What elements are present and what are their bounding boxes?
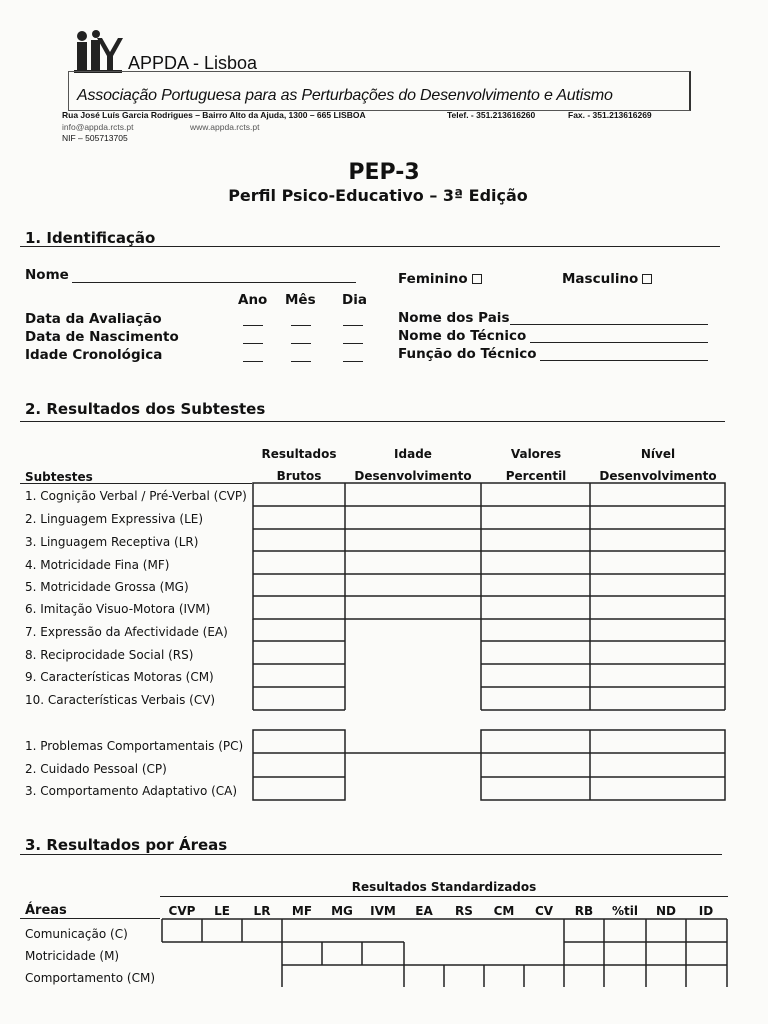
col-idade-desenv-2: Desenvolvimento (354, 469, 472, 483)
address: Rua José Luís Garcia Rodrigues – Bairro Alto da Ajuda, 1300 – 665 LISBOA (62, 110, 366, 120)
area-col-header: RS (455, 904, 473, 918)
report-label: 3. Comportamento Adaptativo (CA) (25, 784, 238, 798)
area-col-header: RB (574, 904, 594, 918)
masculino-label: Masculino (562, 271, 639, 287)
nome-tecnico-label: Nome do Técnico (398, 328, 527, 344)
area-col-header: MG (331, 904, 353, 918)
org-name: APPDA - Lisboa (128, 53, 258, 73)
association-name: Associação Portuguesa para as Perturbações do Desenvolvimento e Autismo (77, 87, 613, 104)
area-col-header: CV (534, 904, 554, 918)
col-percentil-2: Percentil (505, 469, 567, 483)
nome-label: Nome (25, 267, 69, 283)
dia-header: Dia (342, 292, 367, 308)
area-row-label: Comportamento (CM) (25, 971, 155, 985)
section-areas-heading: 3. Resultados por Áreas (25, 836, 228, 854)
email: info@appda.rcts.pt (62, 122, 134, 132)
report-label: 2. Cuidado Pessoal (CP) (25, 762, 167, 776)
subtest-label: 6. Imitação Visuo-Motora (IVM) (25, 602, 211, 616)
subtest-label: 10. Características Verbais (CV) (25, 693, 216, 707)
col-percentil-1: Valores (510, 447, 562, 461)
area-col-header: MF (291, 904, 313, 918)
idade-cronologica-label: Idade Cronológica (25, 347, 163, 363)
area-row-label: Comunicação (C) (25, 927, 128, 941)
subtest-label: 3. Linguagem Receptiva (LR) (25, 535, 199, 549)
col-idade-desenv-1: Idade (394, 447, 432, 461)
area-col-header: LE (214, 904, 230, 918)
section-identificacao-heading: 1. Identificação (25, 229, 156, 247)
data-avaliacao-label: Data da Avaliação (25, 311, 162, 327)
subtest-label: 5. Motricidade Grossa (MG) (25, 580, 189, 594)
subtest-label: 8. Reciprocidade Social (RS) (25, 648, 194, 662)
nif: NIF – 505713705 (62, 133, 128, 143)
area-col-header: IVM (370, 904, 396, 918)
area-col-header: CM (493, 904, 515, 918)
data-nascimento-label: Data de Nascimento (25, 329, 179, 345)
subtest-label: 9. Características Motoras (CM) (25, 670, 214, 684)
area-col-header: ND (655, 904, 676, 918)
phone: Telef. - 351.213616260 (447, 110, 536, 120)
subtest-label: 7. Expressão da Afectividade (EA) (25, 625, 228, 639)
nome-pais-label: Nome dos Pais (398, 310, 510, 326)
report-label: 1. Problemas Comportamentais (PC) (25, 739, 244, 753)
area-col-header: CVP (168, 904, 196, 918)
ano-header: Ano (238, 292, 268, 308)
subtest-label: 1. Cognição Verbal / Pré-Verbal (CVP) (25, 489, 247, 503)
subtest-label: 4. Motricidade Fina (MF) (25, 558, 170, 572)
subtest-label: 2. Linguagem Expressiva (LE) (25, 512, 204, 526)
page-subtitle: Perfil Psico-Educativo – 3ª Edição (228, 186, 528, 205)
area-row-label: Motricidade (M) (25, 949, 120, 963)
area-col-header: EA (415, 904, 433, 918)
areas-label: Áreas (25, 903, 67, 918)
area-col-header: %til (612, 904, 638, 918)
col-nivel-desenv-2: Desenvolvimento (599, 469, 717, 483)
fax: Fax. - 351.213616269 (568, 110, 652, 120)
area-col-header: ID (698, 904, 714, 918)
page-title: PEP-3 (348, 160, 420, 185)
col-resultados-brutos-2: Brutos (276, 469, 322, 483)
website: www.appda.rcts.pt (190, 122, 260, 132)
feminino-label: Feminino (398, 271, 468, 287)
funcao-tecnico-label: Função do Técnico (398, 346, 537, 362)
col-subtestes: Subtestes (25, 470, 93, 484)
col-resultados-brutos-1: Resultados (261, 447, 337, 461)
mes-header: Mês (285, 292, 316, 308)
section-subtestes-heading: 2. Resultados dos Subtestes (25, 400, 266, 418)
area-col-header: LR (253, 904, 271, 918)
standardized-results-label: Resultados Standardizados (351, 880, 537, 894)
col-nivel-desenv-1: Nível (640, 447, 676, 461)
